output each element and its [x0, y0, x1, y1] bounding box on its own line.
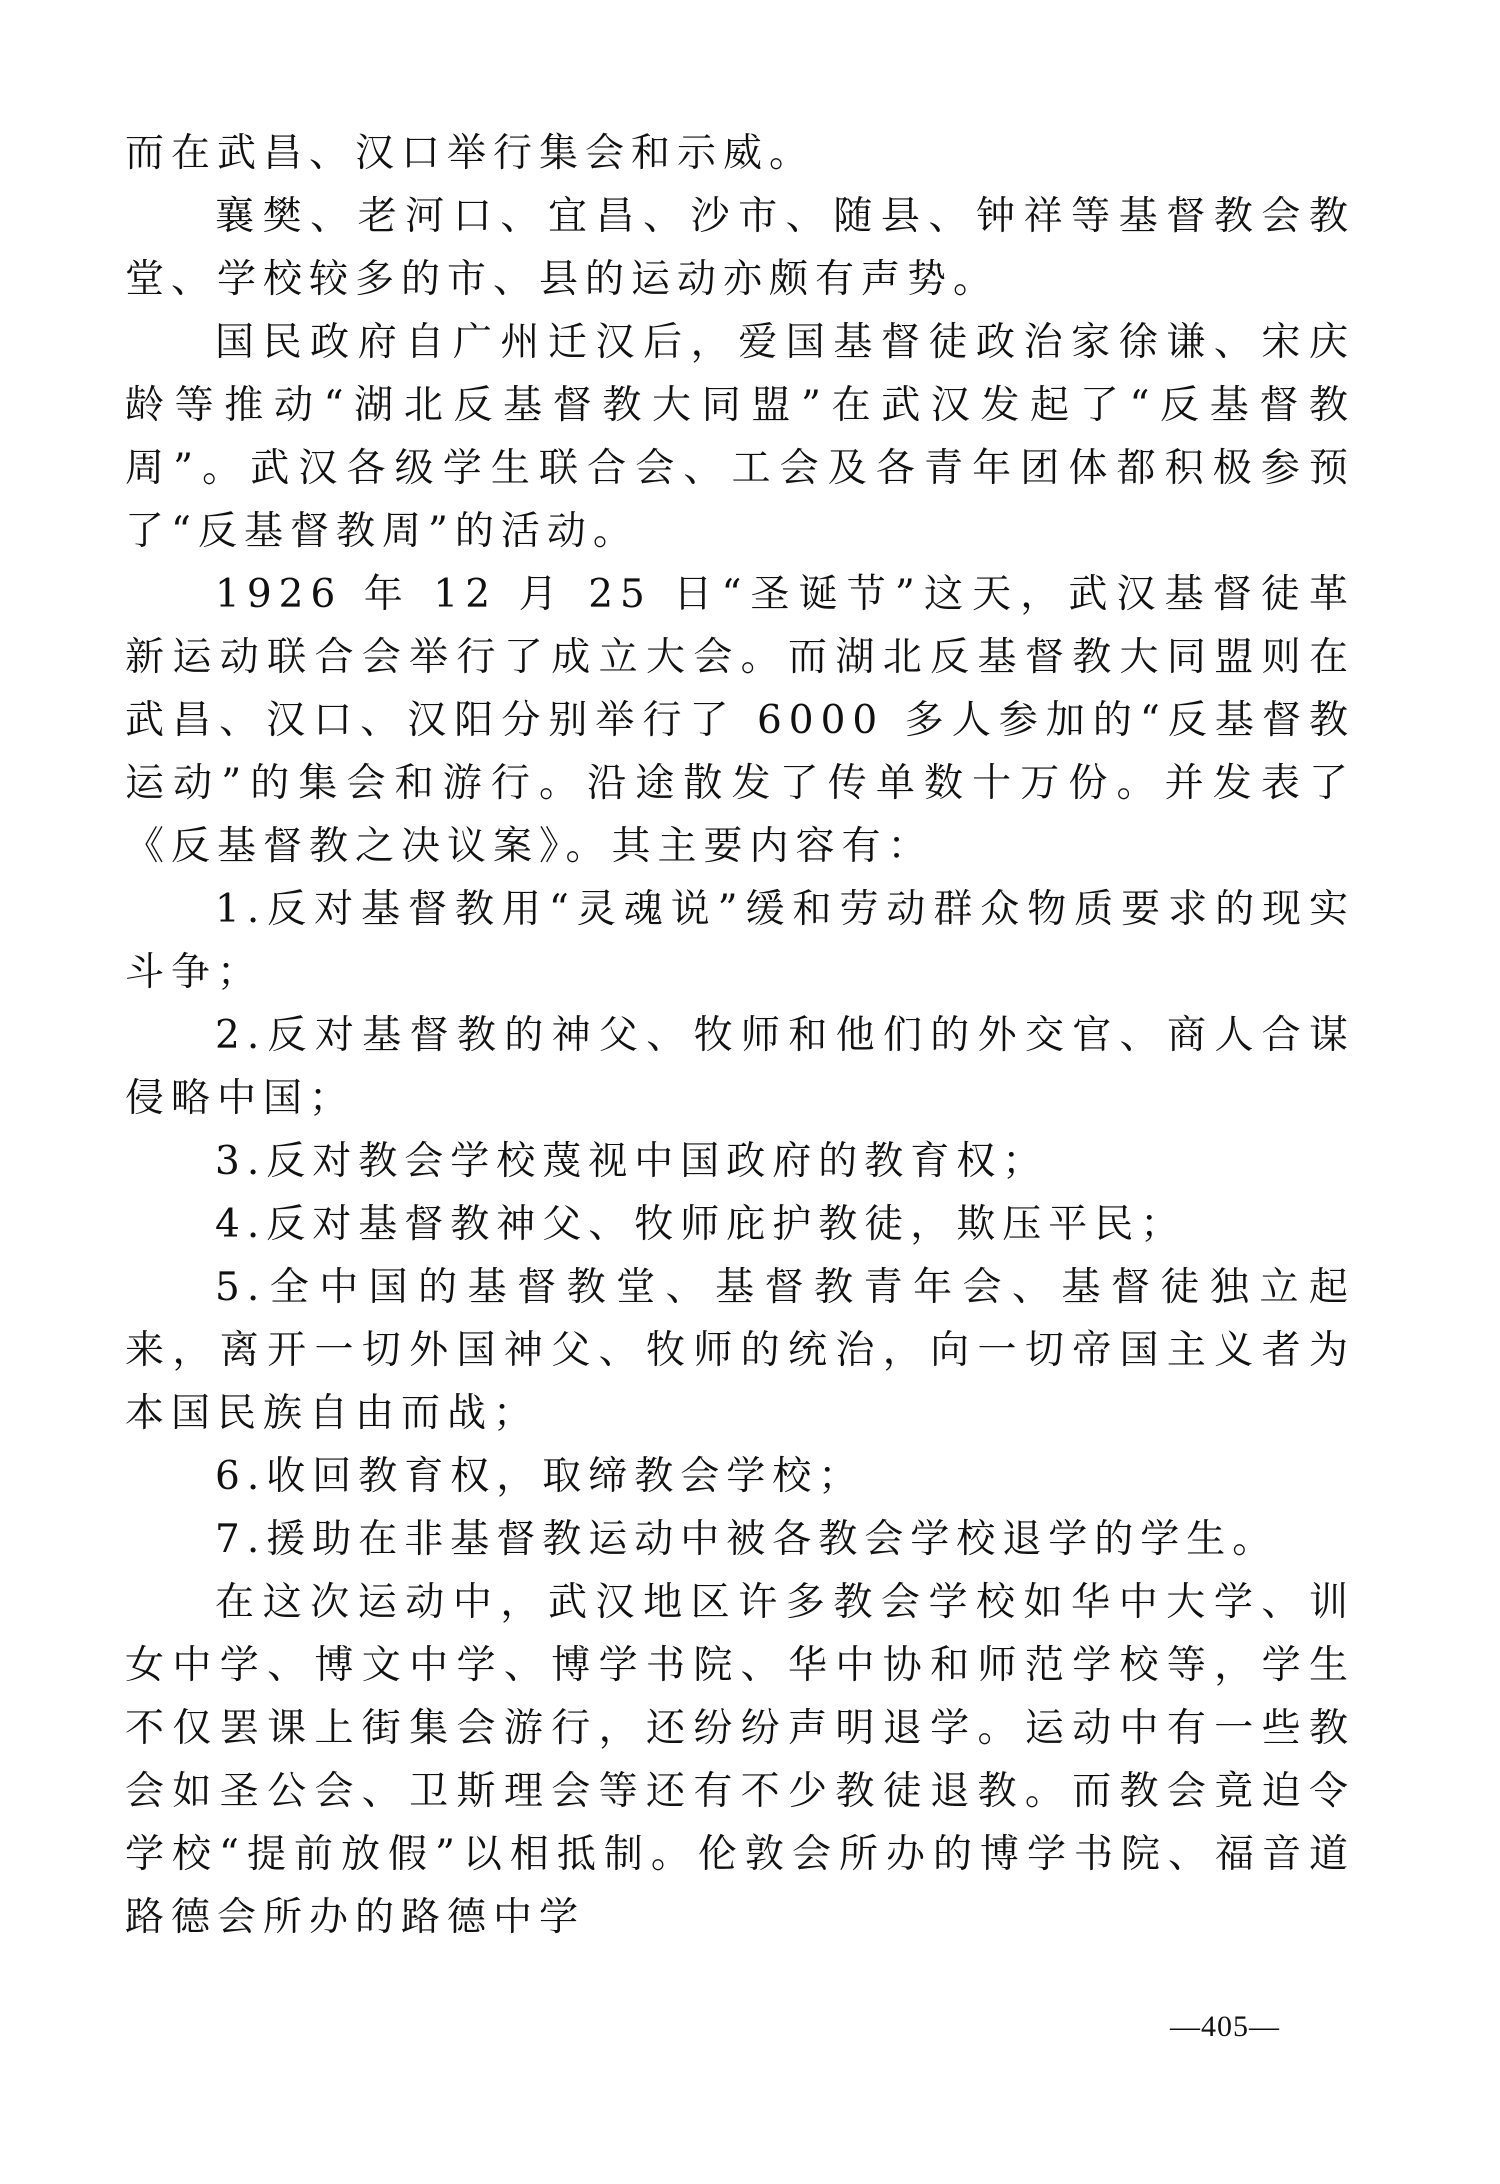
resolution-item-1: 1.反对基督教用“灵魂说”缓和劳动群众物质要求的现实斗争；: [125, 887, 1355, 995]
resolution-item-2: 2.反对基督教的神父、牧师和他们的外交官、商人合谋侵略中国；: [125, 1013, 1355, 1121]
paragraph-final: 在这次运动中，武汉地区许多教会学校如华中大学、训女中学、博文中学、博学书院、华中协和师范学校等，学生不仅罢课上街集会游行，还纷纷声明退学。运动中有一些教会如圣公会、卫斯理会等还有不少教徒退教。而教会竟迫令学校“提前放假”以相抵制。伦敦会所办的博学书院、福音道路德会所办的路德中学: [125, 1580, 1355, 1940]
paragraph-1: 而在武昌、汉口举行集会和示威。: [125, 131, 816, 176]
resolution-item-6: 6.收回教育权，取缔教会学校；: [215, 1454, 865, 1499]
resolution-item-4: 4.反对基督教神父、牧师庇护教徒，欺压平民；: [215, 1202, 1187, 1247]
resolution-item-5: 5.全中国的基督教堂、基督教青年会、基督徒独立起来，离开一切外国神父、牧师的统治，向一切帝国主义者为本国民族自由而战；: [125, 1265, 1355, 1436]
page-number: —405—: [1170, 2010, 1280, 2043]
resolution-item-3: 3.反对教会学校蔑视中国政府的教育权；: [215, 1139, 1049, 1184]
body-text: [125, 122, 1355, 1949]
resolution-item-7: 7.援助在非基督教运动中被各教会学校退学的学生。: [215, 1517, 1279, 1562]
paragraph-2: 襄樊、老河口、宜昌、沙市、随县、钟祥等基督教会教堂、学校较多的市、县的运动亦颇有声势。: [125, 194, 1355, 302]
paragraph-4: 1926 年 12 月 25 日“圣诞节”这天，武汉基督徒革新运动联合会举行了成立大会。而湖北反基督教大同盟则在武昌、汉口、汉阳分别举行了 6000 多人参加的“反基督教运动”的集会和游行。沿途散发了传单数十万份。并发表了《反基督教之决议案》。其主要内容有：: [125, 572, 1355, 869]
paragraph-3: 国民政府自广州迁汉后，爱国基督徒政治家徐谦、宋庆龄等推动“湖北反基督教大同盟”在武汉发起了“反基督教周”。武汉各级学生联合会、工会及各青年团体都积极参预了“反基督教周”的活动。: [125, 320, 1355, 554]
